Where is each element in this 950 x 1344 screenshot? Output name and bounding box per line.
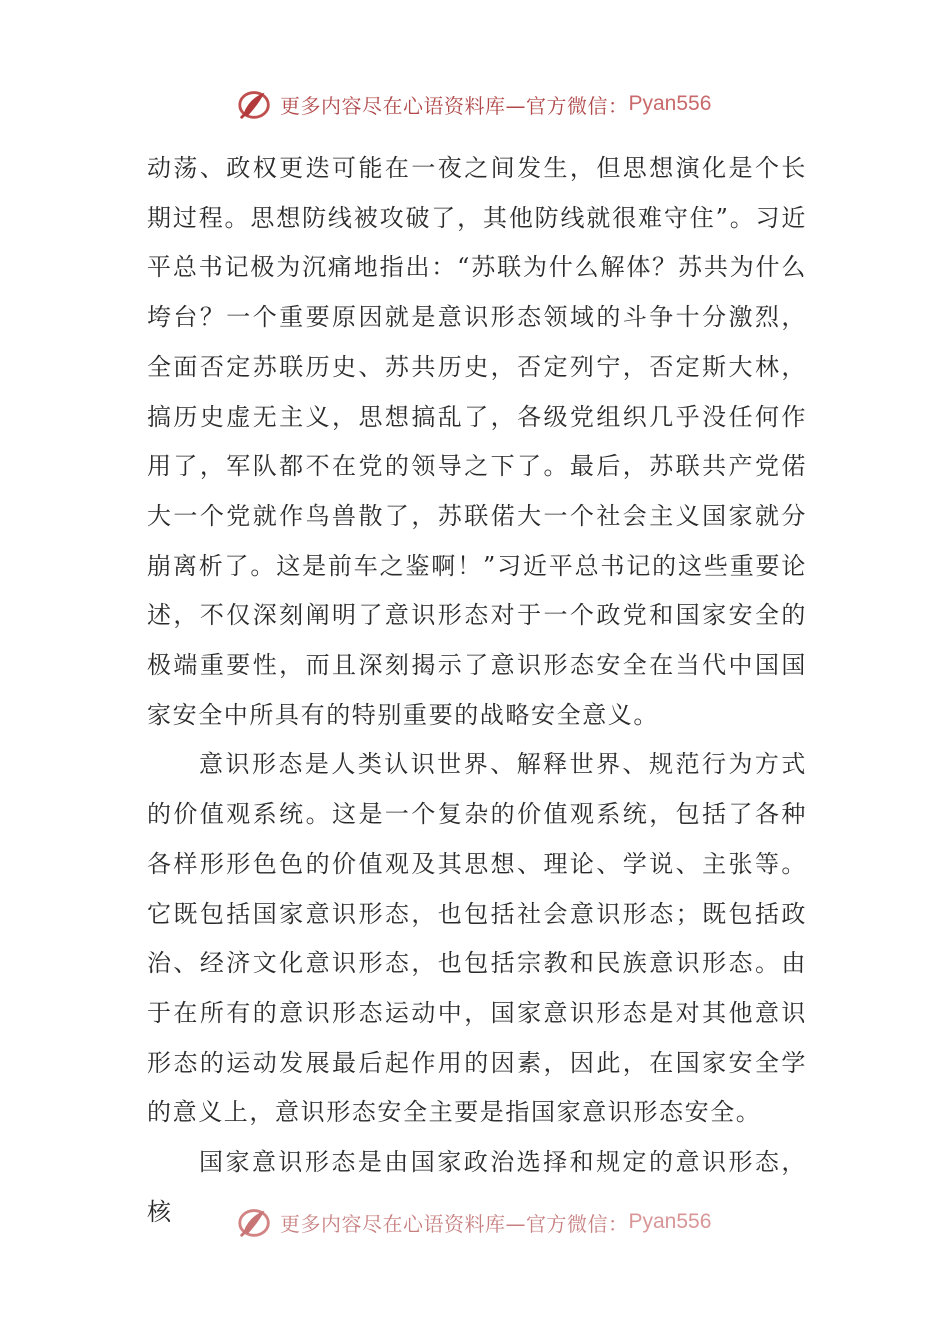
watermark-text: 更多内容尽在心语资料库—官方微信： [280,93,629,118]
watermark-wechat-id: Pyan556 [628,92,712,115]
pen-logo-icon [236,1203,274,1241]
watermark-text: 更多内容尽在心语资料库—官方微信： [280,1211,629,1236]
watermark-wechat-id: Pyan556 [628,1210,712,1233]
paragraph-2: 意识形态是人类认识世界、解释世界、规范行为方式的价值观系统。这是一个复杂的价值观系统，包括了各种各样形形色色的价值观及其思想、理论、学说、主张等。它既包括国家意识形态，也包括社会意识形态；既包括政治、经济文化意识形态，也包括宗教和民族意识形态。由于在所有的意识形态运动中，国家意识形态是对其他意识形态的运动发展最后起作用的因素，因此，在国家安全学的意义上，意识形态安全主要是指国家意识形态安全。 [147,750,807,1127]
document-body [147,144,807,1237]
paragraph-3: 国家意识形态是由国家政治选择和规定的意识形态，核 [147,1148,807,1226]
paragraph-1: 动荡、政权更迭可能在一夜之间发生，但思想演化是个长期过程。思想防线被攻破了，其他防线就很难守住”。习近平总书记极为沉痛地指出：“苏联为什么解体？苏共为什么垮台？一个重要原因就是意识形态领域的斗争十分激烈，全面否定苏联历史、苏共历史，否定列宁，否定斯大林，搞历史虚无主义，思想搞乱了，各级党组织几乎没任何作用了，军队都不在党的领导之下了。最后，苏联共产党偌大一个党就作鸟兽散了，苏联偌大一个社会主义国家就分崩离析了。这是前车之鉴啊！”习近平总书记的这些重要论述，不仅深刻阐明了意识形态对于一个政党和国家安全的极端重要性，而且深刻揭示了意识形态安全在当代中国国家安全中所具有的特别重要的战略安全意义。 [147,154,807,729]
page-footer-watermark [236,1202,711,1242]
page-header-watermark [236,84,711,124]
pen-logo-icon [236,85,274,123]
